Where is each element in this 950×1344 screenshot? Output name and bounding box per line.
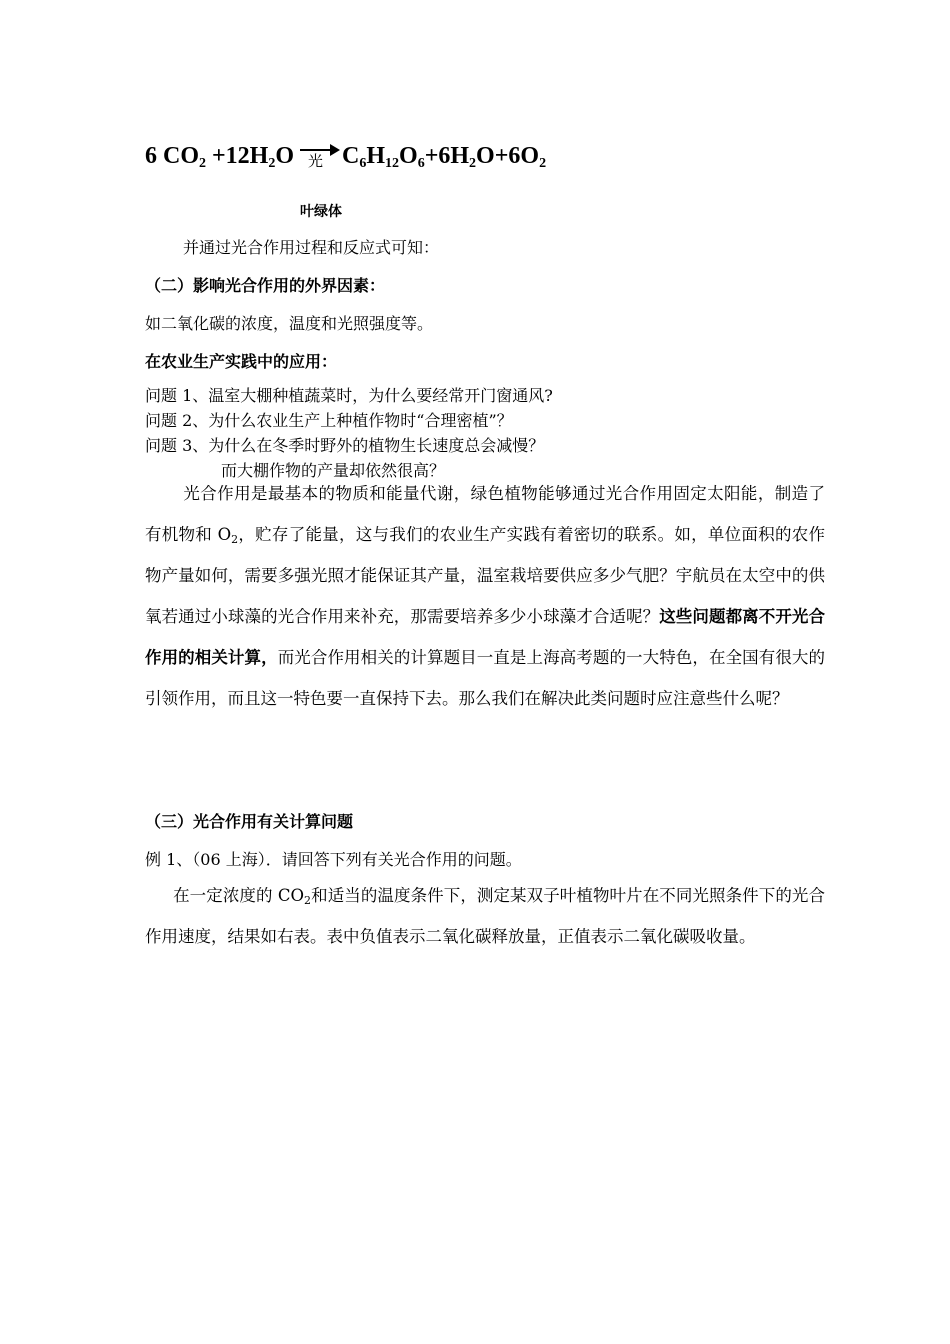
heading-external-factors: （二）影响光合作用的外界因素： (145, 276, 386, 295)
question-1: 问题 1、温室大棚种植蔬菜时，为什么要经常开门窗通风? (145, 386, 553, 405)
paragraph-photosynthesis-calculation (145, 473, 825, 719)
eq-text: +6H (424, 143, 470, 169)
paragraph-sub: 2 (304, 894, 312, 907)
heading-calculation-problems: （三）光合作用有关计算问题 (145, 812, 354, 831)
example-1-title: 例 1、（06 上海）．请回答下列有关光合作用的问题。 (145, 850, 522, 869)
question-2: 问题 2、为什么农业生产上种植作物时“合理密植”？ (145, 411, 513, 430)
eq-text: O (275, 143, 295, 169)
eq-sub: 6 (417, 156, 425, 171)
eq-reactant-co2: 6 CO (145, 143, 199, 169)
paragraph-example-1 (145, 875, 825, 957)
eq-reactant-h2o: +12H (206, 143, 269, 169)
eq-sub: 2 (268, 156, 276, 171)
paragraph-text: ，贮存了能量，这与我们的农业生产实践有着密切的联系。如，单位面积的农作物产量如何，需要多强光照才能保证其产量，温室栽培要供应多少气肥？宇航员在太空中的供氧若通过小球藻的光合作用来补充，那需要培养多少小球藻才合适呢？ (145, 525, 826, 626)
intro-line: 并通过光合作用过程和反应式可知： (183, 238, 440, 257)
eq-catalyst-chlorophyll: 叶绿体 (300, 204, 342, 220)
eq-text: O+6O (476, 143, 540, 169)
reaction-arrow (300, 142, 340, 172)
factors-line: 如二氧化碳的浓度，温度和光照强度等。 (145, 314, 434, 333)
paragraph-text: 而光合作用相关的计算题目一直是上海高考题的一大特色，在全国有很大的引领作用，而且这一特色要一直保持下去。那么我们在解决此类问题时应注意些什么呢？ (145, 648, 826, 708)
question-3: 问题 3、为什么在冬季时野外的植物生长速度总会减慢？ (145, 436, 545, 455)
paragraph-bold-text: 这些问题都离不开光合作用的相关计算， (145, 607, 826, 667)
eq-product: C (342, 143, 360, 169)
eq-sub: 6 (359, 156, 367, 171)
question-3-continued: 而大棚作物的产量却依然很高？ (221, 461, 446, 480)
arrow-condition-light: 光 (308, 152, 324, 171)
photosynthesis-equation (145, 138, 546, 174)
paragraph-text: 在一定浓度的 CO (173, 886, 305, 905)
eq-sub: 12 (385, 156, 400, 171)
eq-text: H (366, 143, 386, 169)
eq-sub: 2 (199, 156, 206, 171)
heading-applications: 在农业生产实践中的应用： (145, 352, 338, 371)
paragraph-text: 光合作用是最基本的物质和能量代谢，绿色植物能够通过光合作用固定太阳能，制造了有机物和 O (145, 484, 825, 544)
paragraph-text: 和适当的温度条件下，测定某双子叶植物叶片在不同光照条件下的光合作用速度，结果如右表。表中负值表示二氧化碳释放量，正值表示二氧化碳吸收量。 (145, 886, 825, 946)
eq-text: O (399, 143, 418, 169)
eq-sub: 2 (469, 156, 477, 171)
eq-sub: 2 (539, 156, 547, 171)
paragraph-sub: 2 (231, 533, 239, 546)
